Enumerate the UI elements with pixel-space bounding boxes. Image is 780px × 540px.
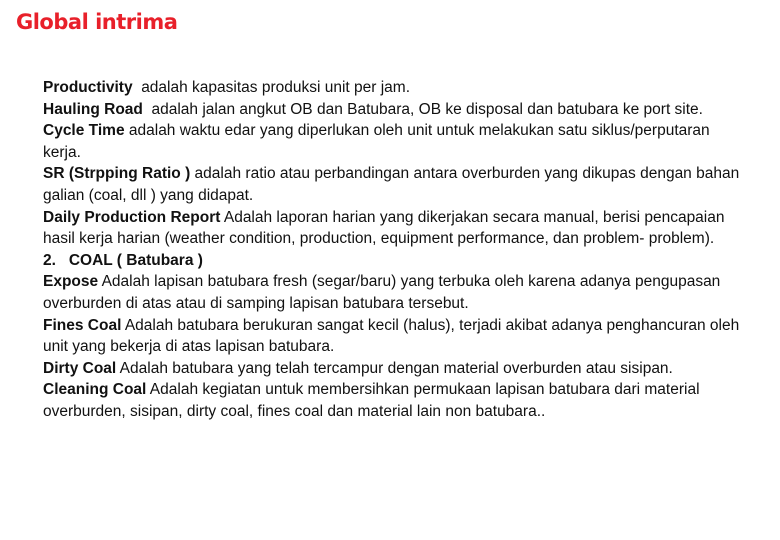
glossary-definition: adalah jalan angkut OB dan Batubara, OB ke disposal dan batubara ke port site. [142, 100, 703, 118]
glossary-entry-cleaning-coal [43, 379, 743, 422]
glossary-term: Dirty Coal [43, 359, 117, 377]
glossary-definition: adalah waktu edar yang diperlukan oleh unit untuk melakukan satu siklus/perputaran kerja. [43, 122, 710, 161]
glossary-definition: adalah ratio atau perbandingan antara overburden yang dikupas dengan bahan galian (coal, dll ) yang didapat. [43, 165, 740, 204]
glossary-term: Productivity [43, 79, 133, 96]
section-heading: 2. COAL ( Batubara ) [43, 251, 203, 269]
glossary-term: SR (Strpping Ratio ) [43, 165, 191, 183]
glossary-definition: adalah kapasitas produksi unit per jam. [132, 79, 411, 96]
glossary-entry-hauling-road [43, 99, 743, 121]
glossary-definition: Adalah lapisan batubara fresh (segar/baru) yang terbuka oleh karena adanya pengupasan overburden di atas atau di samping lapisan batubara tersebut. [43, 273, 721, 312]
glossary-term: Cleaning Coal [43, 381, 147, 399]
glossary-definition: Adalah kegiatan untuk membersihkan permukaan lapisan batubara dari material overburden, sisipan, dirty coal, fines coal dan material lain non batubara.. [43, 381, 709, 420]
glossary-entry-expose [43, 271, 743, 314]
glossary-term: Expose [43, 273, 99, 291]
glossary-term: Hauling Road [43, 100, 143, 118]
glossary-entry-daily-production-report [43, 207, 743, 250]
glossary-entry-stripping-ratio [43, 163, 743, 206]
glossary-body [43, 77, 743, 423]
glossary-definition: Adalah batubara yang telah tercampur dengan material overburden atau sisipan. [116, 359, 673, 377]
glossary-entry-dirty-coal [43, 358, 743, 380]
glossary-term: Daily Production Report [43, 208, 221, 226]
glossary-entry-fines-coal [43, 315, 743, 358]
glossary-definition: Adalah laporan harian yang dikerjakan secara manual, berisi pencapaian hasil kerja harian (weather condition, production, equipment performance, dan problem- problem). [43, 208, 725, 248]
glossary-entry-productivity [43, 77, 743, 99]
brand-logo: Global intrima [16, 10, 178, 34]
glossary-term: Fines Coal [43, 316, 122, 334]
glossary-term: Cycle Time [43, 122, 125, 140]
glossary-definition: Adalah batubara berukuran sangat kecil (halus), terjadi akibat adanya penghancuran oleh unit yang bekerja di atas lapisan batubara. [43, 316, 740, 356]
glossary-entry-cycle-time [43, 120, 743, 163]
